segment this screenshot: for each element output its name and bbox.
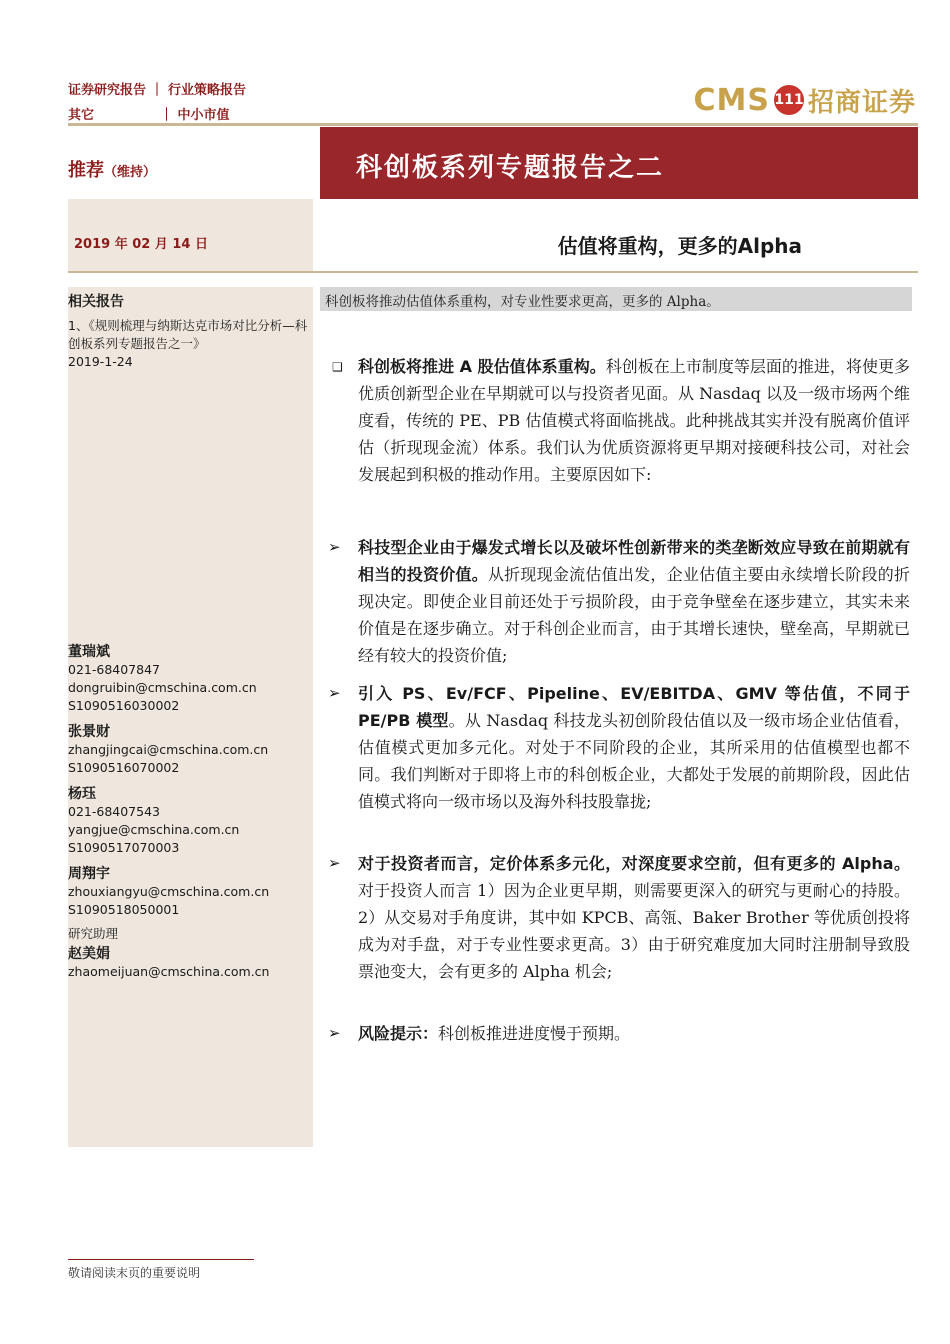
paragraph-5 <box>358 1020 910 1047</box>
rating-label: 推荐 <box>68 160 104 181</box>
assistant-email[interactable]: zhaomeijuan@cmschina.com.cn <box>68 964 270 979</box>
category-right: ｜ 中小市值 <box>160 108 230 123</box>
related-report-link[interactable]: 1、《规则梳理与纳斯达克市场对比分析—科创板系列专题报告之一》 <box>68 318 308 351</box>
analyst-card <box>68 783 239 857</box>
report-date: 2019 年 02 月 14 日 <box>74 237 208 252</box>
square-bullet-icon: ❑ <box>332 360 343 374</box>
arrow-bullet-icon: ➢ <box>328 854 341 872</box>
assistant-name: 赵美娟 <box>68 946 110 962</box>
paragraph-4-text: 对于投资人而言 1）因为企业更早期，则需要更深入的研究与更耐心的持股。2）从交易对手角度讲，其中如 KPCB、高瓴、Baker Brother 等优质创投将成为对手盘，对于专业性要求更高。3）由于研究难度加大同时注册制导致股票池变大，会有更多的 Alpha 机会; <box>358 881 910 981</box>
analyst-email[interactable]: zhangjingcai@cmschina.com.cn <box>68 742 269 757</box>
summary-text: 科创板将推动估值体系重构，对专业性要求更高，更多的 Alpha。 <box>325 294 720 310</box>
footer-note: 敬请阅读末页的重要说明 <box>68 1266 201 1280</box>
paragraph-5-lead: 风险提示： <box>358 1024 439 1043</box>
summary-bar <box>320 287 912 311</box>
analyst-card <box>68 641 257 715</box>
paragraph-2-text: 从折现现金流估值出发，企业估值主要由永续增长阶段的折现决定。即使企业目前还处于亏损阶段，由于竞争壁垒在逐步建立，其实未来价值是在逐步确立。对于科创企业而言，由于其增长速快，壁垒高，早期就已经有较大的投资价值; <box>358 565 910 665</box>
assistant-label: 研究助理 <box>68 926 119 941</box>
date-panel <box>68 199 313 271</box>
paragraph-3-text: 。从 Nasdaq 科技龙头初创阶段估值以及一级市场企业估值看，估值模式更加多元化。对处于不同阶段的企业，其所采用的估值模型也都不同。我们判断对于即将上市的科创板企业，大都处于发展的前期阶段，因此估值模式将向一级市场以及海外科技股靠拢; <box>358 711 910 811</box>
paragraph-2-lead: 科技型企业由于爆发式增长以及破坏性创新带来的类垄断效应导致在前期就有相当的投资价值。 <box>358 538 910 584</box>
analyst-email[interactable]: zhouxiangyu@cmschina.com.cn <box>68 884 270 899</box>
analyst-name: 杨珏 <box>68 786 96 802</box>
header-divider <box>68 123 918 126</box>
related-report-date: 2019-1-24 <box>68 354 133 369</box>
analyst-cert: S1090516030002 <box>68 698 180 713</box>
report-subtitle: 估值将重构，更多的Alpha <box>557 234 802 258</box>
related-reports-title: 相关报告 <box>68 294 124 310</box>
analyst-card <box>68 721 268 777</box>
report-type: 证券研究报告 ｜ 行业策略报告 <box>68 83 247 98</box>
subtitle-divider <box>68 271 918 273</box>
analyst-email[interactable]: dongruibin@cmschina.com.cn <box>68 680 257 695</box>
footer-divider <box>68 1259 254 1260</box>
analyst-name: 张景财 <box>68 724 110 740</box>
report-title: 科创板系列专题报告之二 <box>356 153 665 183</box>
paragraph-2 <box>358 534 910 669</box>
arrow-bullet-icon: ➢ <box>328 684 341 702</box>
analyst-phone: 021-68407543 <box>68 804 160 819</box>
rating <box>68 156 156 182</box>
analyst-name: 董瑞斌 <box>68 644 110 660</box>
paragraph-4 <box>358 850 910 985</box>
analyst-cert: S1090517070003 <box>68 840 180 855</box>
analyst-cert: S1090516070002 <box>68 760 180 775</box>
sidebar <box>68 287 313 1147</box>
category-left: 其它 <box>68 108 95 123</box>
paragraph-1-text: 科创板在上市制度等层面的推进，将使更多优质创新型企业在早期就可以与投资者见面。从 Nasdaq 以及一级市场两个维度看，传统的 PE、PB 估值模式将面临挑战。此种挑战其实并没有脱离价值评估（折现现金流）体系。我们认为优质资源将更早期对接硬科技公司，对社会发展起到积极的推动作用。主要原因如下: <box>358 357 910 484</box>
cms-logo <box>694 80 917 120</box>
assistant-card <box>68 925 269 981</box>
logo-cn-text: 招商证券 <box>807 87 916 118</box>
rating-note: （维持） <box>104 165 157 180</box>
arrow-bullet-icon: ➢ <box>328 538 341 556</box>
logo-cms-text: CMS <box>693 82 770 118</box>
arrow-bullet-icon: ➢ <box>328 1024 341 1042</box>
paragraph-3-lead: 引入 PS、Ev/FCF、Pipeline、EV/EBITDA、GMV 等估值，不同于 PE/PB 模型 <box>358 684 910 730</box>
analyst-card <box>68 863 269 919</box>
title-banner <box>320 127 918 199</box>
analyst-name: 周翔宇 <box>68 866 110 882</box>
paragraph-5-text: 科创板推进进度慢于预期。 <box>438 1024 631 1043</box>
analyst-cert: S1090518050001 <box>68 902 180 917</box>
paragraph-1-lead: 科创板将推进 A 股估值体系重构。 <box>358 357 606 376</box>
paragraph-3 <box>358 680 910 815</box>
paragraph-1 <box>358 353 910 488</box>
analyst-email[interactable]: yangjue@cmschina.com.cn <box>68 822 240 837</box>
paragraph-4-lead: 对于投资者而言，定价体系多元化，对深度要求空前，但有更多的 Alpha。 <box>358 854 910 873</box>
logo-mark-icon: 111 <box>774 85 804 115</box>
analyst-phone: 021-68407847 <box>68 662 160 677</box>
